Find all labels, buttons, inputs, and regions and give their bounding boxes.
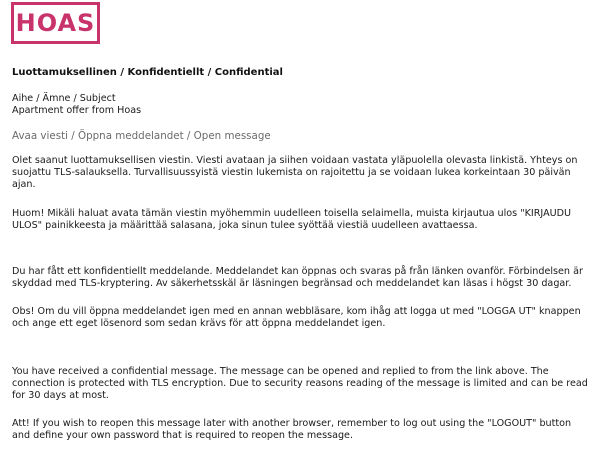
paragraph-sv-2: Obs! Om du vill öppna meddelandet igen med en annan webbläsare, kom ihåg att logga ut med "LOGGA UT" knappen och ange ett eget lösenord som sedan krävs för att öppna meddelandet igen.	[12, 306, 581, 329]
paragraph-fi-2: Huom! Mikäli haluat avata tämän viestin myöhemmin uudelleen toisella selaimella, muista kirjautua ulos "KIRJAUDU ULOS" painikkeesta ja määrittää salasana, joka sinun tulee syöttää viestiä uudelleen avattaessa.	[12, 208, 572, 231]
paragraph-en-2: Att! If you wish to reopen this message later with another browser, remember to log out using the "LOGOUT" button and define your own password that is required to reopen the message.	[12, 418, 572, 441]
subject-value: Apartment offer from Hoas	[12, 105, 142, 116]
paragraph-fi-1: Olet saanut luottamuksellisen viestin. Viesti avataan ja siihen voidaan vastata yläpuolella olevasta linkistä. Yhteys on suojattu TLS-salauksella. Turvallisuussyistä viestin lukemista on rajoitettu ja se voidaan lukea korkeintaan 30 päivän ajan.	[12, 155, 578, 190]
open-message-link[interactable]: Avaa viesti / Öppna meddelandet / Open message	[12, 130, 271, 142]
logo-text: HOAS	[15, 9, 96, 37]
subject-label: Aihe / Ämne / Subject	[12, 93, 116, 104]
paragraph-en-1: You have received a confidential message. The message can be opened and replied to from the link above. The connection is protected with TLS encryption. Due to security reasons reading of the message is limited and can be read for 30 days at most.	[12, 366, 588, 401]
hoas-logo	[11, 2, 100, 44]
confidential-heading: Luottamuksellinen / Konfidentiellt / Confidential	[12, 67, 283, 78]
paragraph-sv-1: Du har fått ett konfidentiellt meddelande. Meddelandet kan öppnas och svaras på från länken ovanför. Förbindelsen är skyddad med TLS-kryptering. Av säkerhetsskäl är läsningen begränsad och meddelandet kan läsas i högst 30 dagar.	[12, 266, 583, 289]
